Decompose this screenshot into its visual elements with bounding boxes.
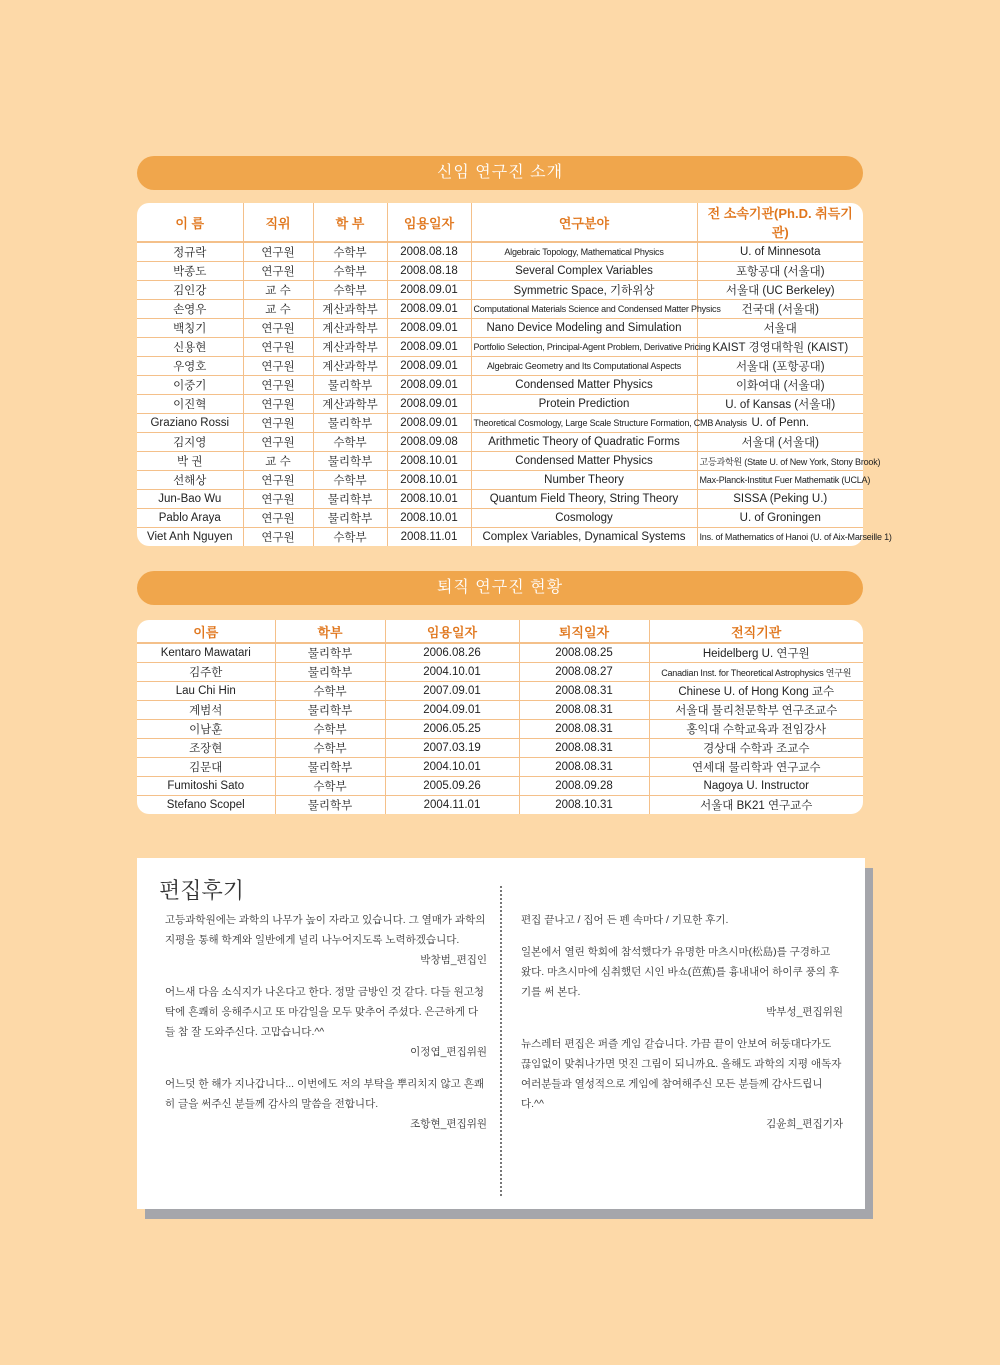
table-cell: Several Complex Variables <box>471 262 697 281</box>
table-cell: KAIST 경영대학원 (KAIST) <box>697 338 863 357</box>
table-cell: 물리학부 <box>275 663 385 682</box>
note-signature: 이정엽_편집위원 <box>410 1046 487 1058</box>
table-cell: 물리학부 <box>313 376 387 395</box>
table-cell: Nano Device Modeling and Simulation <box>471 319 697 338</box>
table-cell: 2008.10.01 <box>387 471 471 490</box>
table-cell: 2008.08.25 <box>519 643 649 663</box>
table-cell: 연세대 물리학과 연구교수 <box>649 758 863 777</box>
table-cell: 2004.11.01 <box>385 796 519 815</box>
table-cell: 이진혁 <box>137 395 243 414</box>
editor-note <box>521 1034 843 1134</box>
table-cell: 2004.10.01 <box>385 663 519 682</box>
table-cell: Nagoya U. Instructor <box>649 777 863 796</box>
table-cell: Fumitoshi Sato <box>137 777 275 796</box>
table-row <box>137 643 863 663</box>
table-row <box>137 262 863 281</box>
table-cell: Portfolio Selection, Principal-Agent Problem, Derivative Pricing <box>471 338 697 357</box>
table-cell: 우영호 <box>137 357 243 376</box>
table-cell: SISSA (Peking U.) <box>697 490 863 509</box>
table-cell: 2006.08.26 <box>385 643 519 663</box>
table-row <box>137 319 863 338</box>
table-cell: 연구원 <box>243 471 313 490</box>
editor-note <box>165 1074 487 1134</box>
table-cell: 서울대 (포항공대) <box>697 357 863 376</box>
table-cell: 2007.03.19 <box>385 739 519 758</box>
table-cell: Kentaro Mawatari <box>137 643 275 663</box>
note-text: 어느새 다음 소식지가 나온다고 한다. 정말 금방인 것 같다. 다들 원고청탁에 흔쾌히 응해주시고 또 마감일을 모두 맞추어 주셨다. 은근하게 다들 참 잘 도와주신다. 고맙습니다.^^ <box>165 986 485 1038</box>
table-cell: Jun-Bao Wu <box>137 490 243 509</box>
table-cell: 계산과학부 <box>313 395 387 414</box>
table-cell: 2008.09.01 <box>387 376 471 395</box>
retired-researchers-title: 퇴직 연구진 현황 <box>137 571 863 605</box>
note-signature: 조항현_편집위원 <box>410 1118 487 1130</box>
column-header: 전직기관 <box>649 620 863 643</box>
table-cell: 선해상 <box>137 471 243 490</box>
table-cell: 2008.11.01 <box>387 528 471 547</box>
table-cell: 물리학부 <box>313 452 387 471</box>
table-row <box>137 739 863 758</box>
column-header: 학부 <box>275 620 385 643</box>
table-row <box>137 701 863 720</box>
table-row <box>137 414 863 433</box>
table-row <box>137 300 863 319</box>
column-header: 전 소속기관(Ph.D. 취득기관) <box>697 203 863 242</box>
table-cell: Condensed Matter Physics <box>471 452 697 471</box>
table-cell: 서울대 BK21 연구교수 <box>700 800 813 812</box>
table-cell: 2008.08.31 <box>519 720 649 739</box>
table-cell: Canadian Inst. for Theoretical Astrophysics 연구원 <box>649 663 863 682</box>
table-row <box>137 509 863 528</box>
table-row <box>137 395 863 414</box>
table-cell: 2008.08.18 <box>387 262 471 281</box>
table-cell: Stefano Scopel <box>137 796 275 815</box>
table-cell: Cosmology <box>471 509 697 528</box>
table-header <box>137 203 863 242</box>
table-cell: 수학부 <box>313 242 387 262</box>
table-cell: 연구원 <box>243 262 313 281</box>
table-cell: 2008.08.31 <box>519 701 649 720</box>
table-cell: 박종도 <box>137 262 243 281</box>
table-cell: 수학부 <box>313 528 387 547</box>
table-cell: 계범석 <box>137 701 275 720</box>
table-cell: 이중기 <box>137 376 243 395</box>
column-header: 임용일자 <box>385 620 519 643</box>
table-cell: Heidelberg U. 연구원 <box>649 643 863 663</box>
table-cell: 조장현 <box>137 739 275 758</box>
table-cell: Symmetric Space, 기하위상 <box>471 281 697 300</box>
table-cell: 수학부 <box>313 262 387 281</box>
table-cell: 서울대 (서울대) <box>697 433 863 452</box>
column-header: 퇴직일자 <box>519 620 649 643</box>
editor-note <box>521 910 843 930</box>
table-cell: 이남훈 <box>137 720 275 739</box>
column-divider <box>500 886 502 1196</box>
right-notes-column <box>521 910 843 1146</box>
table-cell: Max-Planck-Institut Fuer Mathematik (UCLA) <box>697 471 863 490</box>
table-header <box>137 620 863 643</box>
table-cell: 홍익대 수학교육과 전임강사 <box>649 720 863 739</box>
table-cell: Algebraic Topology, Mathematical Physics <box>471 242 697 262</box>
table-cell: 연구원 <box>243 338 313 357</box>
table-cell: 김문대 <box>137 758 275 777</box>
table-cell: 물리학부 <box>313 490 387 509</box>
table-cell: Arithmetic Theory of Quadratic Forms <box>471 433 697 452</box>
table-cell: 2008.08.31 <box>519 682 649 701</box>
table-cell: 김인강 <box>137 281 243 300</box>
table-cell: Theoretical Cosmology, Large Scale Structure Formation, CMB Analysis <box>471 414 697 433</box>
table-cell: 연구원 <box>243 414 313 433</box>
column-header: 이름 <box>137 620 275 643</box>
table-cell: 교 수 <box>243 281 313 300</box>
editor-notes-box <box>137 858 865 1209</box>
table-cell: 연구원 <box>243 395 313 414</box>
table-cell: 2008.09.01 <box>387 281 471 300</box>
table-cell: 신용현 <box>137 338 243 357</box>
note-text: 편집 끝나고 / 집어 든 펜 속마다 / 기묘한 후기. <box>521 914 729 926</box>
table-cell: 연구원 <box>243 433 313 452</box>
table-cell: 연구원 <box>243 376 313 395</box>
table-cell: 2008.08.31 <box>519 758 649 777</box>
note-signature: 김윤희_편집기자 <box>766 1118 843 1130</box>
table-cell: Number Theory <box>471 471 697 490</box>
table-cell: 연구원 <box>243 528 313 547</box>
table-row <box>137 528 863 547</box>
column-header: 임용일자 <box>387 203 471 242</box>
table-row <box>137 433 863 452</box>
table-cell: 물리학부 <box>313 414 387 433</box>
table-cell: U. of Minnesota <box>697 242 863 262</box>
table-cell: 2008.09.01 <box>387 414 471 433</box>
table-cell: 계산과학부 <box>313 338 387 357</box>
table-cell: 수학부 <box>313 281 387 300</box>
left-notes-column <box>165 910 487 1146</box>
table-cell: 서울대 (UC Berkeley) <box>697 281 863 300</box>
table-cell: 교 수 <box>243 300 313 319</box>
table-row <box>137 490 863 509</box>
note-text: 뉴스레터 편집은 퍼즐 게임 같습니다. 가끔 끝이 안보여 허둥대다가도 끊임없이 맞춰나가면 멋진 그림이 되니까요. 올해도 과학의 지평 애독자 여러분들과 열성적으로 게임에 참여해주신 모든 분들께 감사드립니다.^^ <box>521 1038 842 1110</box>
table-cell: 교 수 <box>243 452 313 471</box>
table-cell: 2006.05.25 <box>385 720 519 739</box>
table-cell: Computational Materials Science and Condensed Matter Physics <box>471 300 697 319</box>
table-cell: 포항공대 (서울대) <box>697 262 863 281</box>
table-cell: 백칭기 <box>137 319 243 338</box>
table-cell: 2008.10.01 <box>387 490 471 509</box>
table-row <box>137 242 863 262</box>
table-cell: 수학부 <box>275 739 385 758</box>
table-cell: 2004.09.01 <box>385 701 519 720</box>
table-cell: Protein Prediction <box>471 395 697 414</box>
table-cell: 수학부 <box>275 777 385 796</box>
table-cell: 물리학부 <box>275 758 385 777</box>
table-cell: 김주한 <box>137 663 275 682</box>
table-cell: 수학부 <box>275 720 385 739</box>
table-cell: 2008.09.01 <box>387 300 471 319</box>
table-cell: 연구원 <box>243 490 313 509</box>
table-cell: 2008.10.01 <box>387 452 471 471</box>
table-cell: Ins. of Mathematics of Hanoi (U. of Aix-Marseille 1) <box>699 532 892 542</box>
table-cell: 물리학부 <box>275 643 385 663</box>
table-cell: 물리학부 <box>275 701 385 720</box>
table-cell: 2008.09.01 <box>387 357 471 376</box>
column-header: 연구분야 <box>471 203 697 242</box>
table-cell: 2007.09.01 <box>385 682 519 701</box>
table-cell: 김지영 <box>137 433 243 452</box>
table-row <box>137 682 863 701</box>
table-cell: U. of Kansas (서울대) <box>697 395 863 414</box>
note-text: 고등과학원에는 과학의 나무가 높이 자라고 있습니다. 그 열매가 과학의 지평을 통해 학계와 일반에게 널리 나누어지도록 노력하겠습니다. <box>165 914 486 946</box>
table-cell: Complex Variables, Dynamical Systems <box>471 528 697 547</box>
table-cell: 이화여대 (서울대) <box>697 376 863 395</box>
table-cell: 2004.10.01 <box>385 758 519 777</box>
table-cell: 2008.09.28 <box>519 777 649 796</box>
column-header: 직위 <box>243 203 313 242</box>
table-row <box>137 376 863 395</box>
table-row <box>137 357 863 376</box>
table-row <box>137 452 863 471</box>
column-header: 이 름 <box>137 203 243 242</box>
note-text: 어느덧 한 해가 지나갑니다... 이번에도 저의 부탁을 뿌리치지 않고 흔쾌히 글을 써주신 분들께 감사의 말씀을 전합니다. <box>165 1078 485 1110</box>
table-cell: 2005.09.26 <box>385 777 519 796</box>
editor-note <box>165 910 487 970</box>
table-cell: 손영우 <box>137 300 243 319</box>
table-cell: 서울대 <box>697 319 863 338</box>
new-researchers-table <box>137 203 892 546</box>
table-cell: 박 권 <box>137 452 243 471</box>
table-cell: 연구원 <box>243 319 313 338</box>
table-row <box>137 796 863 815</box>
table-cell: 2008.08.31 <box>519 739 649 758</box>
table-row <box>137 281 863 300</box>
retired-researchers-table <box>137 620 863 814</box>
table-cell: 경상대 수학과 조교수 <box>649 739 863 758</box>
column-header: 학 부 <box>313 203 387 242</box>
note-text: 일본에서 열린 학회에 참석했다가 유명한 마츠시마(松島)를 구경하고 왔다. 마츠시마에 심취했던 시인 바쇼(芭蕉)를 흉내내어 하이쿠 풍의 후기를 써 본다. <box>521 946 839 998</box>
table-cell: 연구원 <box>243 509 313 528</box>
table-cell: Condensed Matter Physics <box>471 376 697 395</box>
table-cell: Algebraic Geometry and Its Computational Aspects <box>471 357 697 376</box>
table-row <box>137 663 863 682</box>
table-cell: U. of Penn. <box>697 414 863 433</box>
table-cell: 2008.10.01 <box>387 509 471 528</box>
note-signature: 박창범_편집인 <box>420 954 487 966</box>
table-cell: 수학부 <box>275 682 385 701</box>
table-cell: 고등과학원 (State U. of New York, Stony Brook) <box>697 452 863 471</box>
table-row <box>137 777 863 796</box>
table-cell: Lau Chi Hin <box>137 682 275 701</box>
table-cell: U. of Groningen <box>697 509 863 528</box>
table-cell: 정규락 <box>137 242 243 262</box>
table-cell: 2008.10.31 <box>519 796 649 815</box>
table-cell: Chinese U. of Hong Kong 교수 <box>649 682 863 701</box>
table-cell: 2008.08.18 <box>387 242 471 262</box>
table-cell: 건국대 (서울대) <box>697 300 863 319</box>
table-cell: Viet Anh Nguyen <box>137 528 243 547</box>
table-cell: 수학부 <box>313 433 387 452</box>
note-signature: 박부성_편집위원 <box>766 1006 843 1018</box>
table-cell: Quantum Field Theory, String Theory <box>471 490 697 509</box>
new-researchers-title: 신임 연구진 소개 <box>137 156 863 190</box>
table-cell: 계산과학부 <box>313 300 387 319</box>
table-cell: 계산과학부 <box>313 319 387 338</box>
table-cell: 수학부 <box>313 471 387 490</box>
table-cell: 2008.09.01 <box>387 319 471 338</box>
table-row <box>137 471 863 490</box>
table-cell: 2008.09.01 <box>387 338 471 357</box>
editor-notes-title: 편집후기 <box>159 879 245 904</box>
table-cell: Graziano Rossi <box>137 414 243 433</box>
table-cell: 2008.08.27 <box>519 663 649 682</box>
table-cell: Pablo Araya <box>137 509 243 528</box>
table-cell: 2008.09.08 <box>387 433 471 452</box>
editor-note <box>521 942 843 1022</box>
table-row <box>137 758 863 777</box>
table-row <box>137 720 863 739</box>
table-cell: 서울대 물리천문학부 연구조교수 <box>649 701 863 720</box>
table-cell: 연구원 <box>243 357 313 376</box>
table-cell: 2008.09.01 <box>387 395 471 414</box>
table-cell: 연구원 <box>243 242 313 262</box>
table-cell: 물리학부 <box>313 509 387 528</box>
table-row <box>137 338 863 357</box>
table-cell: 물리학부 <box>275 796 385 815</box>
editor-note <box>165 982 487 1062</box>
table-cell: 계산과학부 <box>313 357 387 376</box>
